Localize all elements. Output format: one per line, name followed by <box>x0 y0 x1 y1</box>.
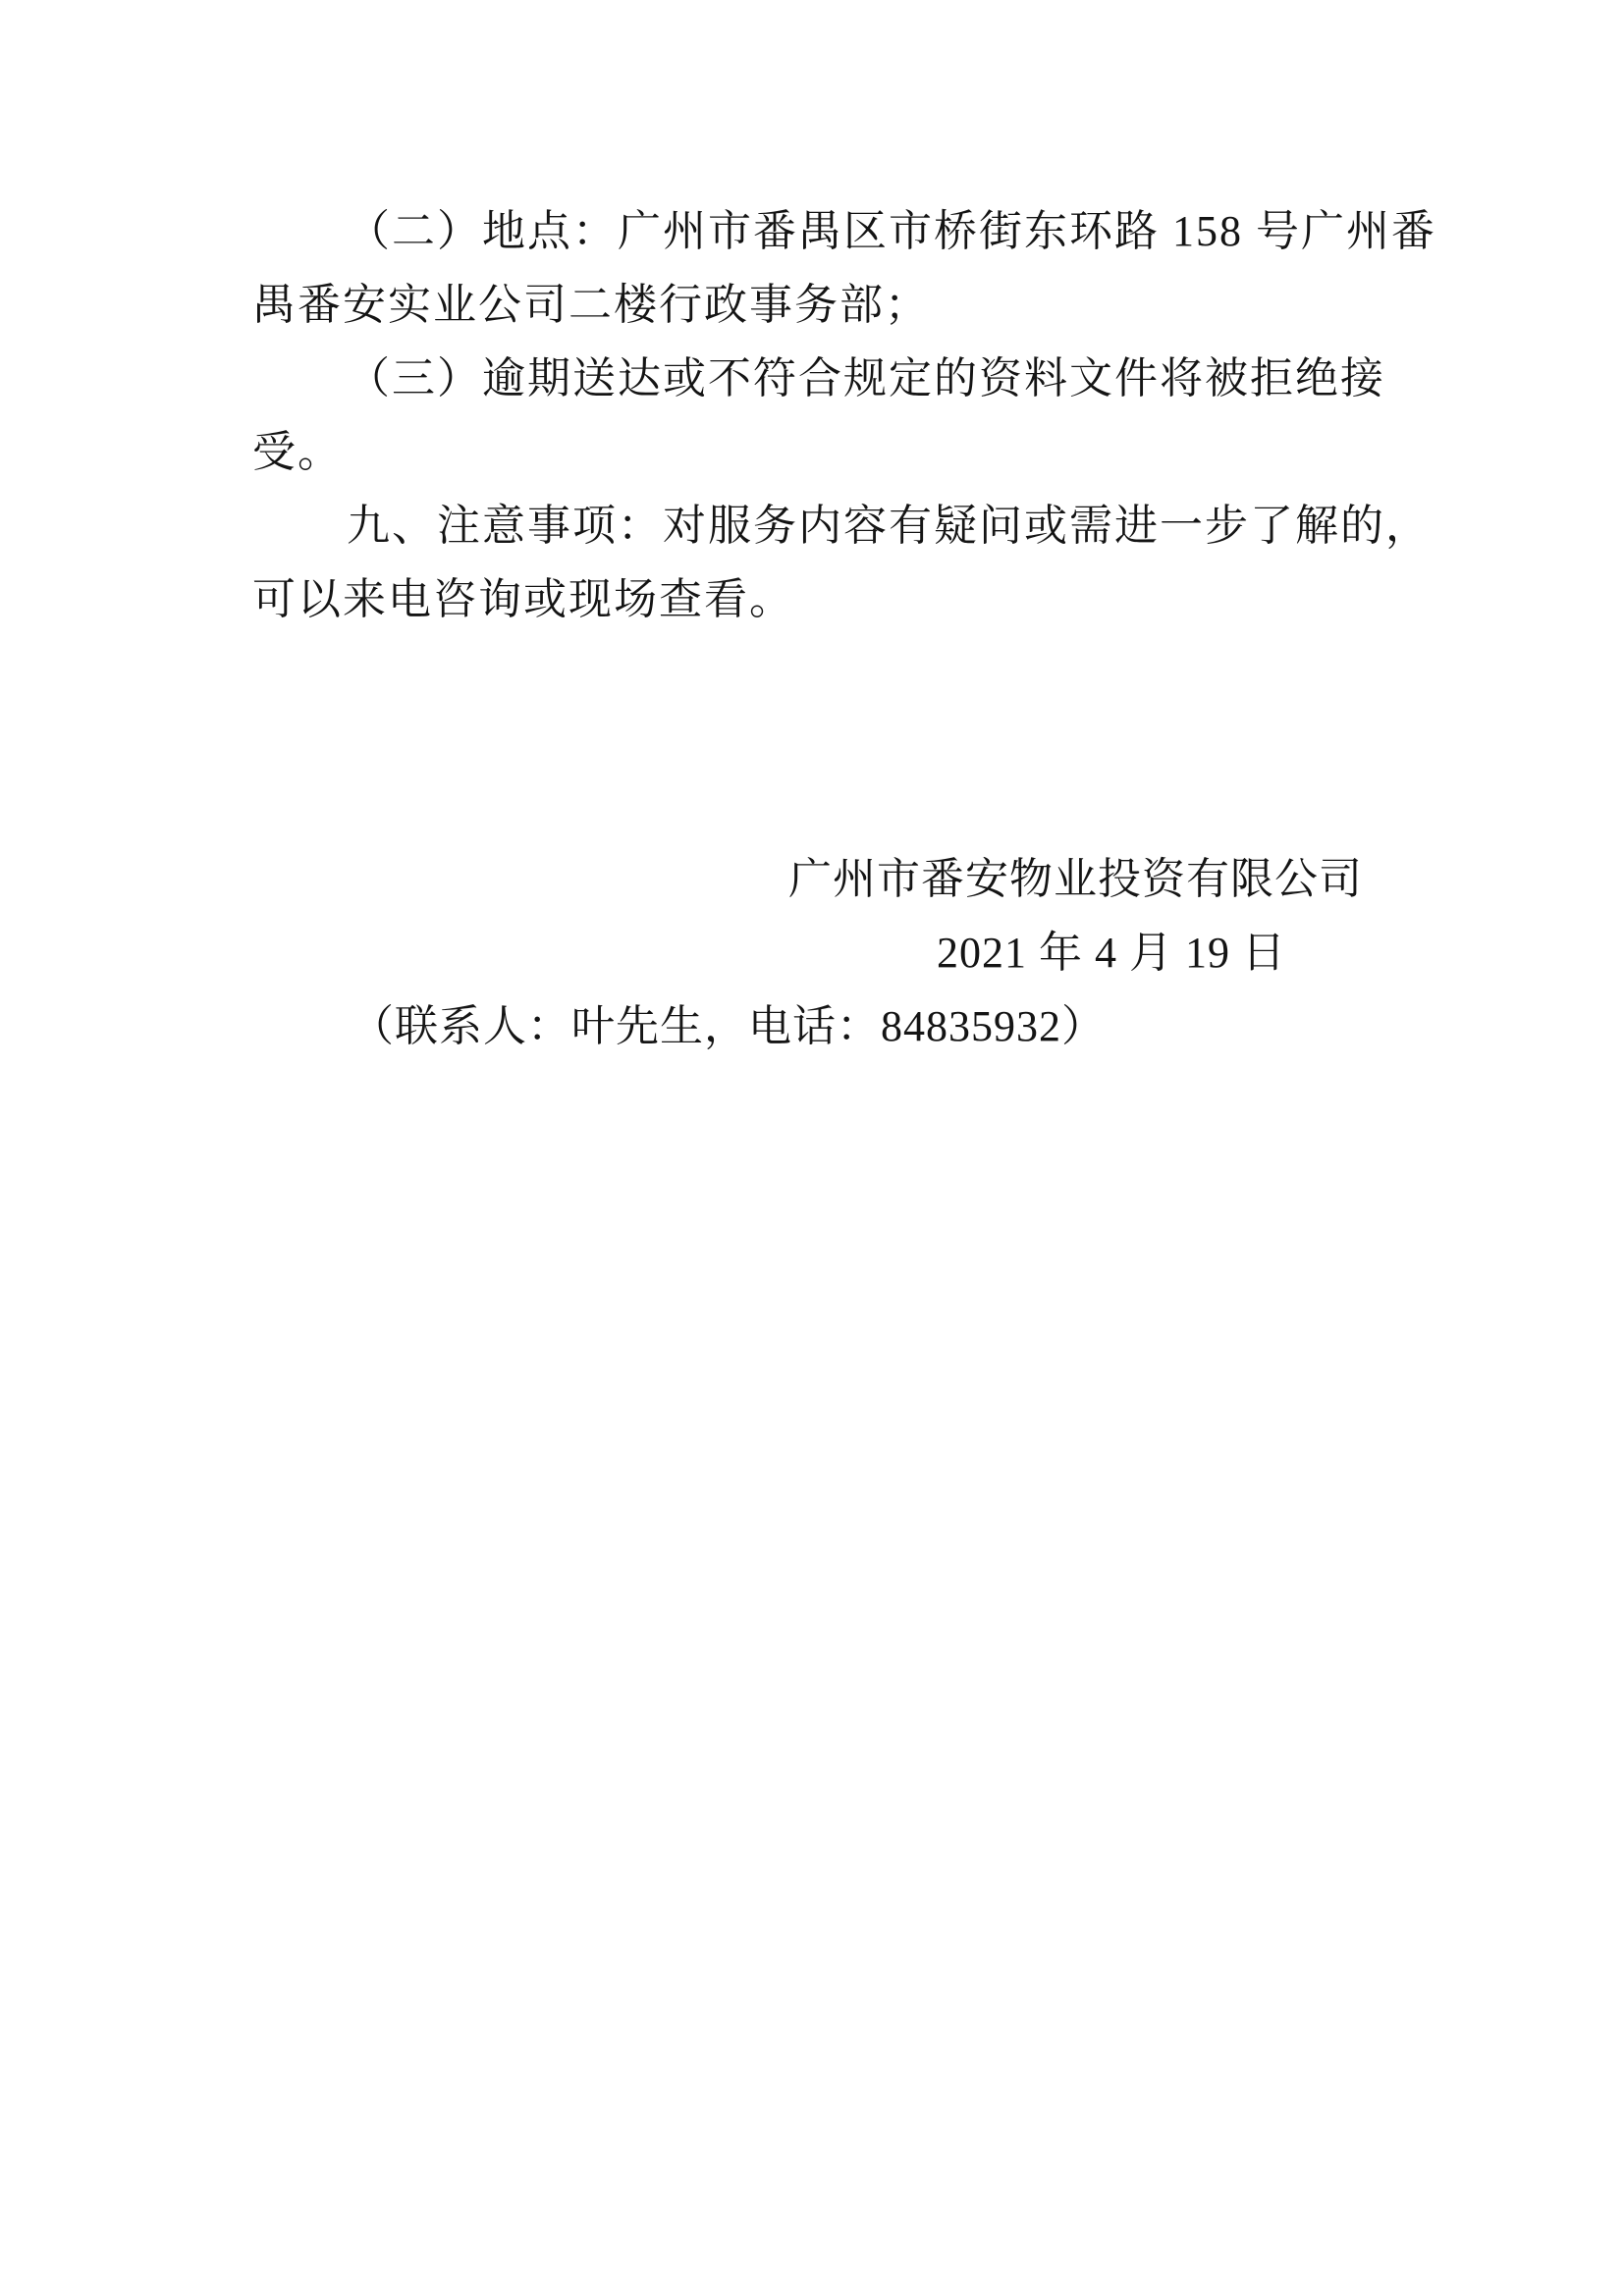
body-line-location-heading: （二）地点：广州市番禺区市桥街东环路 158 号广州番 <box>347 207 1436 255</box>
signature-block <box>252 842 1375 1063</box>
body-line-notes-continued: 可以来电咨询或现场查看。 <box>252 575 794 623</box>
signature-company-name: 广州市番安物业投资有限公司 <box>788 855 1363 903</box>
body-line-location-continued: 禺番安实业公司二楼行政事务部； <box>252 281 930 329</box>
body-line-overdue-clause: （三）逾期送达或不符合规定的资料文件将被拒绝接 <box>347 354 1385 402</box>
signature-contact-info: （联系人：叶先生，电话：84835932） <box>351 1002 1106 1050</box>
document-body <box>252 194 1436 1063</box>
body-line-notes-heading: 九、注意事项：对服务内容有疑问或需进一步了解的， <box>347 502 1431 550</box>
body-line-overdue-clause-continued: 受。 <box>252 428 343 476</box>
signature-date: 2021 年 4 月 19 日 <box>937 929 1286 977</box>
